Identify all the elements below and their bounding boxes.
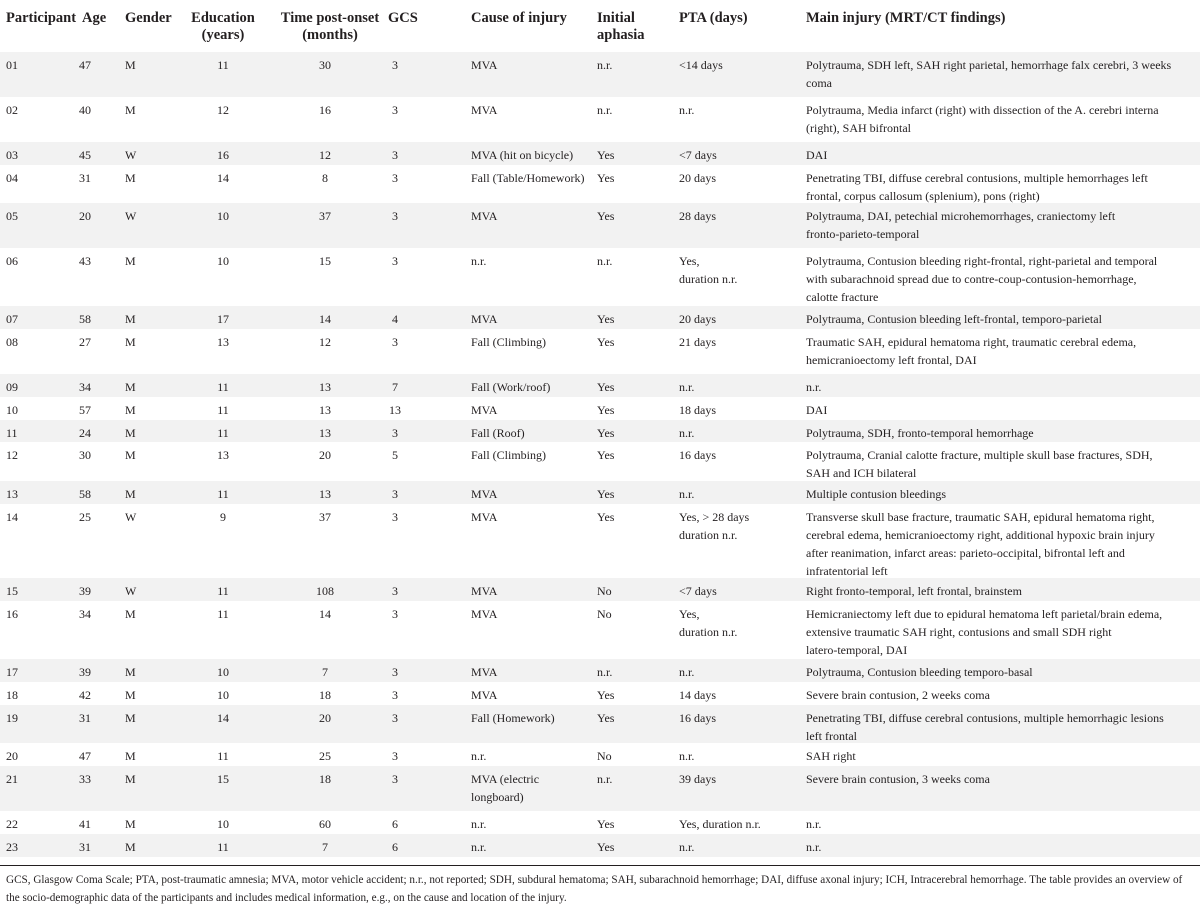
cell-aphasia: n.r. [597, 58, 613, 72]
cell-age: 31 [79, 171, 91, 185]
cell-gender: M [125, 335, 136, 349]
cell-time: 14 [319, 607, 331, 621]
cell-education: 11 [217, 403, 229, 417]
table-row [0, 52, 1200, 97]
cell-age: 58 [79, 487, 91, 501]
cell-age: 57 [79, 403, 91, 417]
cell-gender: M [125, 749, 136, 763]
cell-time: 7 [322, 665, 328, 679]
cell-aphasia: Yes [597, 312, 615, 326]
cell-aphasia: Yes [597, 171, 615, 185]
cell-time: 13 [319, 487, 331, 501]
cell-time: 13 [319, 403, 331, 417]
cell-participant: 03 [6, 148, 18, 162]
cell-pta: n.r. [679, 426, 695, 440]
cell-gcs: 7 [392, 380, 398, 394]
table-footnote: GCS, Glasgow Coma Scale; PTA, post-traumatic amnesia; MVA, motor vehicle accident; n.r., not reported; SDH, subdural hematoma; SAH, subarachnoid hemorrhage; DAI, diffuse axonal injury; ICH, Intracerebral hemorrhage. The table provides an overview of the socio-demographic data of the participants and includes medical information, e.g., on the cause and location of the injury. [6, 874, 1183, 904]
cell-participant: 15 [6, 584, 18, 598]
table-row [0, 442, 1200, 481]
cell-education: 10 [217, 817, 229, 831]
cell-age: 58 [79, 312, 91, 326]
cell-gender: M [125, 688, 136, 702]
table-row [0, 834, 1200, 857]
table-row [0, 97, 1200, 142]
cell-injury: n.r. [806, 840, 822, 854]
cell-age: 39 [79, 584, 91, 598]
cell-aphasia: n.r. [597, 772, 613, 786]
cell-participant: 19 [6, 711, 18, 725]
cell-participant: 07 [6, 312, 18, 326]
cell-education: 11 [217, 426, 229, 440]
cell-injury: Polytrauma, Media infarct (right) with dissection of the A. cerebri interna (right), SAH bifrontal [806, 103, 1159, 135]
cell-cause: Fall (Roof) [471, 426, 525, 440]
header-age: Age [82, 10, 107, 26]
cell-gender: W [125, 209, 137, 223]
cell-participant: 22 [6, 817, 18, 831]
cell-injury: Polytrauma, Contusion bleeding temporo-basal [806, 665, 1033, 679]
cell-cause: MVA [471, 510, 498, 524]
cell-participant: 11 [6, 426, 18, 440]
cell-gcs: 3 [392, 584, 398, 598]
cell-gcs: 3 [392, 209, 398, 223]
cell-pta: Yes, duration n.r. [679, 254, 738, 286]
header-gcs: GCS [388, 10, 418, 26]
cell-time: 15 [319, 254, 331, 268]
cell-injury: Polytrauma, SDH left, SAH right parietal, hemorrhage falx cerebri, 3 weeks coma [806, 58, 1172, 90]
cell-gcs: 3 [392, 58, 398, 72]
cell-pta: <7 days [679, 584, 717, 598]
cell-cause: Fall (Table/Homework) [471, 171, 585, 185]
cell-injury: Transverse skull base fracture, traumatic SAH, epidural hematoma right, cerebral edema, hemicranioectomy right, additional hypoxic brain injury after reanimation, infarct areas: parieto-occipital, bifrontal left and infratentorial left [806, 510, 1155, 578]
cell-aphasia: No [597, 749, 612, 763]
cell-pta: 14 days [679, 688, 716, 702]
header-participant: Participant [6, 10, 77, 26]
cell-injury: SAH right [806, 749, 856, 763]
cell-pta: Yes, duration n.r. [679, 607, 738, 639]
bottom-rule [0, 865, 1200, 866]
cell-cause: MVA [471, 688, 498, 702]
cell-education: 9 [220, 510, 226, 524]
cell-age: 31 [79, 840, 91, 854]
cell-age: 24 [79, 426, 91, 440]
header-cause: Cause of injury [471, 10, 567, 26]
cell-aphasia: n.r. [597, 665, 613, 679]
cell-participant: 02 [6, 103, 18, 117]
cell-education: 11 [217, 840, 229, 854]
cell-aphasia: Yes [597, 817, 615, 831]
table-row [0, 811, 1200, 834]
cell-gender: M [125, 403, 136, 417]
cell-pta: 39 days [679, 772, 716, 786]
cell-pta: 16 days [679, 711, 716, 725]
cell-gender: W [125, 584, 137, 598]
cell-age: 43 [79, 254, 91, 268]
table-row [0, 142, 1200, 165]
cell-gcs: 5 [392, 448, 398, 462]
cell-participant: 23 [6, 840, 18, 854]
cell-age: 34 [79, 380, 91, 394]
cell-age: 31 [79, 711, 91, 725]
cell-aphasia: Yes [597, 403, 615, 417]
cell-time: 12 [319, 335, 331, 349]
cell-participant: 12 [6, 448, 18, 462]
cell-injury: Right fronto-temporal, left frontal, brainstem [806, 584, 1022, 598]
cell-pta: 21 days [679, 335, 716, 349]
cell-pta: 28 days [679, 209, 716, 223]
cell-education: 11 [217, 584, 229, 598]
cell-injury: Hemicraniectomy left due to epidural hematoma left parietal/brain edema, extensive traumatic SAH right, contusions and small SDH right latero-temporal, DAI [806, 607, 1163, 657]
cell-gender: M [125, 426, 136, 440]
cell-cause: MVA [471, 58, 498, 72]
cell-injury: Penetrating TBI, diffuse cerebral contusions, multiple hemorrhages left frontal, corpus callosum (splenium), pons (right) [806, 171, 1148, 203]
cell-pta: <14 days [679, 58, 723, 72]
cell-participant: 13 [6, 487, 18, 501]
table-row [0, 481, 1200, 504]
cell-education: 15 [217, 772, 229, 786]
cell-aphasia: Yes [597, 688, 615, 702]
cell-education: 14 [217, 711, 229, 725]
cell-cause: MVA (electric longboard) [471, 772, 540, 804]
header-main-injury: Main injury (MRT/CT findings) [806, 10, 1006, 26]
cell-cause: n.r. [471, 840, 487, 854]
cell-participant: 04 [6, 171, 18, 185]
cell-time: 7 [322, 840, 328, 854]
cell-gender: M [125, 840, 136, 854]
cell-gcs: 3 [392, 688, 398, 702]
cell-injury: n.r. [806, 380, 822, 394]
table-row [0, 203, 1200, 248]
cell-cause: Fall (Climbing) [471, 335, 546, 349]
cell-education: 10 [217, 209, 229, 223]
cell-participant: 01 [6, 58, 18, 72]
cell-gender: M [125, 312, 136, 326]
cell-aphasia: Yes [597, 448, 615, 462]
cell-injury: Polytrauma, DAI, petechial microhemorrhages, craniectomy left fronto-parieto-temporal [806, 209, 1116, 241]
table-row [0, 659, 1200, 682]
cell-participant: 21 [6, 772, 18, 786]
cell-gender: M [125, 607, 136, 621]
cell-gender: M [125, 58, 136, 72]
cell-gcs: 3 [392, 487, 398, 501]
cell-cause: n.r. [471, 254, 487, 268]
table-row [0, 374, 1200, 397]
cell-education: 13 [217, 335, 229, 349]
cell-age: 41 [79, 817, 91, 831]
cell-education: 10 [217, 254, 229, 268]
cell-time: 12 [319, 148, 331, 162]
cell-aphasia: Yes [597, 510, 615, 524]
cell-cause: n.r. [471, 749, 487, 763]
cell-time: 8 [322, 171, 328, 185]
cell-time: 108 [316, 584, 334, 598]
cell-time: 30 [319, 58, 331, 72]
cell-gender: M [125, 711, 136, 725]
cell-gcs: 3 [392, 171, 398, 185]
table-row [0, 306, 1200, 329]
cell-participant: 18 [6, 688, 18, 702]
cell-time: 20 [319, 711, 331, 725]
cell-pta: 20 days [679, 171, 716, 185]
cell-education: 11 [217, 749, 229, 763]
cell-age: 27 [79, 335, 91, 349]
cell-injury: Polytrauma, Contusion bleeding left-frontal, temporo-parietal [806, 312, 1102, 326]
cell-participant: 20 [6, 749, 18, 763]
cell-gender: M [125, 254, 136, 268]
cell-injury: Traumatic SAH, epidural hematoma right, traumatic cerebral edema, hemicranioectomy left frontal, DAI [806, 335, 1137, 367]
cell-pta: 20 days [679, 312, 716, 326]
cell-participant: 05 [6, 209, 18, 223]
cell-aphasia: Yes [597, 148, 615, 162]
cell-aphasia: Yes [597, 209, 615, 223]
header-time-post-onset: Time post-onset (months) [280, 10, 380, 43]
table-row [0, 504, 1200, 578]
header-initial-aphasia: Initial aphasia [597, 10, 645, 43]
table-row [0, 397, 1200, 420]
cell-cause: n.r. [471, 817, 487, 831]
cell-gcs: 3 [392, 426, 398, 440]
cell-aphasia: Yes [597, 840, 615, 854]
cell-education: 11 [217, 58, 229, 72]
cell-injury: Penetrating TBI, diffuse cerebral contusions, multiple hemorrhagic lesions left frontal [806, 711, 1164, 743]
cell-education: 16 [217, 148, 229, 162]
cell-aphasia: Yes [597, 487, 615, 501]
cell-gcs: 3 [392, 772, 398, 786]
cell-time: 13 [319, 380, 331, 394]
cell-aphasia: n.r. [597, 254, 613, 268]
cell-gender: M [125, 380, 136, 394]
cell-age: 25 [79, 510, 91, 524]
cell-injury: Severe brain contusion, 2 weeks coma [806, 688, 990, 702]
cell-cause: MVA [471, 103, 498, 117]
cell-aphasia: Yes [597, 711, 615, 725]
cell-age: 20 [79, 209, 91, 223]
cell-participant: 10 [6, 403, 18, 417]
cell-gender: M [125, 772, 136, 786]
cell-cause: Fall (Work/roof) [471, 380, 551, 394]
cell-pta: Yes, duration n.r. [679, 817, 761, 831]
cell-pta: n.r. [679, 487, 695, 501]
cell-pta: Yes, > 28 days duration n.r. [679, 510, 750, 542]
table-row [0, 165, 1200, 203]
cell-aphasia: n.r. [597, 103, 613, 117]
cell-time: 60 [319, 817, 331, 831]
cell-age: 42 [79, 688, 91, 702]
cell-time: 20 [319, 448, 331, 462]
cell-gcs: 6 [392, 817, 398, 831]
cell-pta: 16 days [679, 448, 716, 462]
table-row [0, 578, 1200, 601]
cell-time: 14 [319, 312, 331, 326]
cell-time: 18 [319, 688, 331, 702]
cell-gcs: 3 [392, 510, 398, 524]
cell-education: 14 [217, 171, 229, 185]
cell-injury: Severe brain contusion, 3 weeks coma [806, 772, 990, 786]
cell-participant: 06 [6, 254, 18, 268]
cell-aphasia: Yes [597, 426, 615, 440]
cell-participant: 14 [6, 510, 18, 524]
cell-gcs: 13 [389, 403, 401, 417]
cell-time: 37 [319, 209, 331, 223]
cell-education: 11 [217, 487, 229, 501]
cell-age: 30 [79, 448, 91, 462]
cell-pta: <7 days [679, 148, 717, 162]
cell-pta: n.r. [679, 749, 695, 763]
header-pta: PTA (days) [679, 10, 748, 26]
cell-age: 47 [79, 749, 91, 763]
cell-time: 37 [319, 510, 331, 524]
cell-time: 25 [319, 749, 331, 763]
cell-aphasia: No [597, 584, 612, 598]
table-row [0, 682, 1200, 705]
table-row [0, 743, 1200, 766]
cell-pta: n.r. [679, 665, 695, 679]
cell-gcs: 3 [392, 103, 398, 117]
cell-education: 10 [217, 688, 229, 702]
cell-gender: M [125, 103, 136, 117]
table-row [0, 705, 1200, 743]
cell-gender: M [125, 171, 136, 185]
cell-gender: M [125, 448, 136, 462]
cell-gender: W [125, 510, 137, 524]
header-gender: Gender [125, 10, 172, 26]
cell-gcs: 3 [392, 749, 398, 763]
cell-pta: n.r. [679, 840, 695, 854]
cell-age: 34 [79, 607, 91, 621]
cell-education: 17 [217, 312, 229, 326]
cell-aphasia: Yes [597, 380, 615, 394]
cell-gcs: 6 [392, 840, 398, 854]
cell-gender: M [125, 817, 136, 831]
cell-time: 13 [319, 426, 331, 440]
cell-cause: Fall (Climbing) [471, 448, 546, 462]
table-row [0, 420, 1200, 442]
cell-cause: Fall (Homework) [471, 711, 555, 725]
cell-injury: n.r. [806, 817, 822, 831]
cell-education: 11 [217, 380, 229, 394]
table-row [0, 766, 1200, 811]
cell-age: 45 [79, 148, 91, 162]
cell-cause: MVA [471, 584, 498, 598]
cell-participant: 16 [6, 607, 18, 621]
cell-gcs: 3 [392, 148, 398, 162]
header-education: Education (years) [191, 10, 255, 43]
cell-cause: MVA [471, 312, 498, 326]
cell-age: 33 [79, 772, 91, 786]
cell-gcs: 3 [392, 711, 398, 725]
cell-education: 13 [217, 448, 229, 462]
cell-gcs: 4 [392, 312, 398, 326]
cell-injury: DAI [806, 148, 828, 162]
cell-education: 11 [217, 607, 229, 621]
cell-cause: MVA [471, 607, 498, 621]
cell-cause: MVA (hit on bicycle) [471, 148, 574, 162]
cell-pta: 18 days [679, 403, 716, 417]
cell-age: 47 [79, 58, 91, 72]
cell-injury: DAI [806, 403, 828, 417]
cell-injury: Polytrauma, Cranial calotte fracture, multiple skull base fractures, SDH, SAH and ICH bilateral [806, 448, 1153, 480]
table-row [0, 601, 1200, 659]
cell-education: 12 [217, 103, 229, 117]
cell-gender: W [125, 148, 137, 162]
cell-gcs: 3 [392, 335, 398, 349]
cell-pta: n.r. [679, 103, 695, 117]
cell-injury: Multiple contusion bleedings [806, 487, 946, 501]
cell-cause: MVA [471, 487, 498, 501]
cell-gcs: 3 [392, 254, 398, 268]
cell-time: 16 [319, 103, 331, 117]
cell-cause: MVA [471, 403, 498, 417]
cell-age: 40 [79, 103, 91, 117]
cell-time: 18 [319, 772, 331, 786]
cell-participant: 17 [6, 665, 18, 679]
cell-participant: 08 [6, 335, 18, 349]
cell-cause: MVA [471, 665, 498, 679]
cell-gender: M [125, 665, 136, 679]
cell-gcs: 3 [392, 665, 398, 679]
cell-injury: Polytrauma, SDH, fronto-temporal hemorrhage [806, 426, 1034, 440]
cell-pta: n.r. [679, 380, 695, 394]
cell-aphasia: No [597, 607, 612, 621]
cell-cause: MVA [471, 209, 498, 223]
cell-education: 10 [217, 665, 229, 679]
cell-age: 39 [79, 665, 91, 679]
cell-gcs: 3 [392, 607, 398, 621]
cell-gender: M [125, 487, 136, 501]
cell-aphasia: Yes [597, 335, 615, 349]
cell-participant: 09 [6, 380, 18, 394]
cell-injury: Polytrauma, Contusion bleeding right-frontal, right-parietal and temporal with subarachnoid spread due to contre-coup-contusion-hemorrhage, calotte fracture [806, 254, 1158, 304]
table-row [0, 248, 1200, 306]
table-row [0, 329, 1200, 374]
